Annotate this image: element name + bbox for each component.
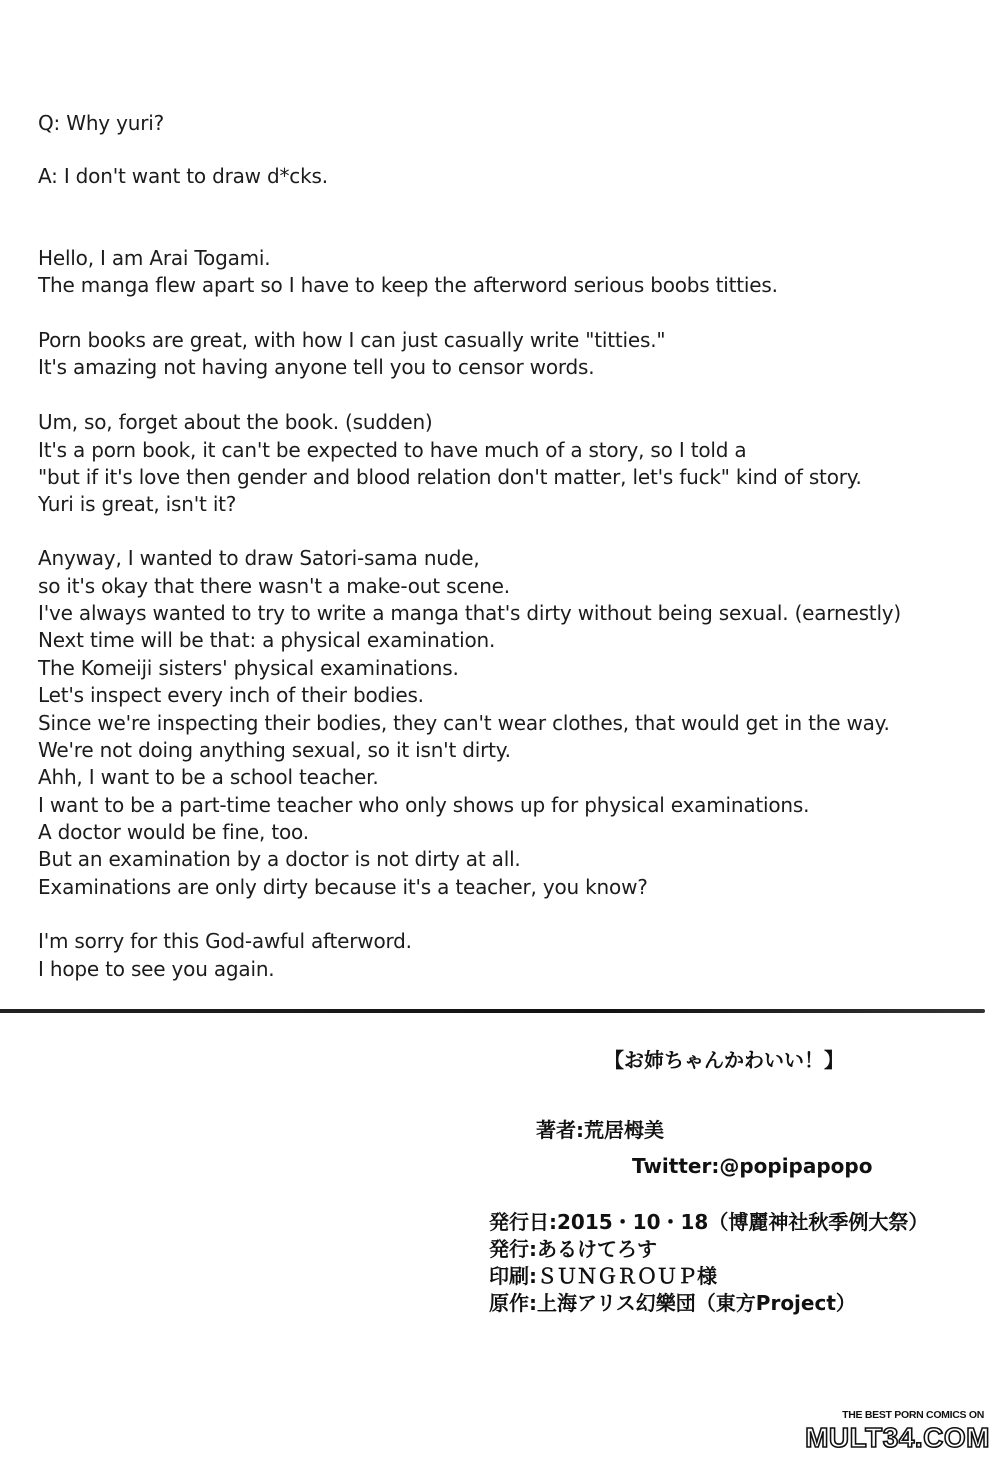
watermark-tagline: THE BEST PORN COMICS ON [842, 1409, 984, 1421]
afterword-line: so it's okay that there wasn't a make-out scene. [38, 574, 510, 598]
colophon-twitter: Twitter:@popipapopo [632, 1154, 873, 1178]
afterword-line: "but if it's love then gender and blood relation don't matter, let's fuck" kind of story. [38, 465, 862, 489]
colophon-publisher: 発行:あるけてろす [489, 1237, 657, 1261]
afterword-line: A doctor would be fine, too. [38, 820, 309, 844]
afterword-line: I hope to see you again. [38, 957, 275, 981]
afterword-line: It's a porn book, it can't be expected to have much of a story, so I told a [38, 438, 747, 462]
colophon-date: 発行日:2015・10・18（博麗神社秋季例大祭） [489, 1210, 929, 1234]
afterword-line: Porn books are great, with how I can just casually write "titties." [38, 328, 666, 352]
afterword-line: I've always wanted to try to write a manga that's dirty without being sexual. (earnestly) [38, 601, 902, 625]
afterword-line: I want to be a part-time teacher who only shows up for physical examinations. [38, 793, 810, 817]
afterword-line: We're not doing anything sexual, so it isn't dirty. [38, 738, 511, 762]
question-text: Q: Why yuri? [38, 111, 164, 135]
watermark-logo: MULT34.COM [805, 1422, 990, 1453]
afterword-line: Ahh, I want to be a school teacher. [38, 765, 379, 789]
afterword-line: I'm sorry for this God-awful afterword. [38, 929, 412, 953]
afterword-line: Let's inspect every inch of their bodies. [38, 683, 424, 707]
afterword-line: But an examination by a doctor is not dirty at all. [38, 847, 521, 871]
colophon-printer: 印刷:ＳＵＮＧＲＯＵＰ様 [489, 1264, 717, 1288]
colophon-title: 【お姉ちゃんかわいい！】 [604, 1048, 844, 1072]
colophon-author: 著者:荒居栂美 [536, 1118, 664, 1142]
afterword-line: Since we're inspecting their bodies, they can't wear clothes, that would get in the way. [38, 711, 890, 735]
afterword-line: Yuri is great, isn't it? [38, 492, 237, 516]
afterword-line: Hello, I am Arai Togami. [38, 246, 271, 270]
afterword-line: Anyway, I wanted to draw Satori-sama nude, [38, 546, 480, 570]
answer-text: A: I don't want to draw d*cks. [38, 164, 328, 188]
afterword-line: Um, so, forget about the book. (sudden) [38, 410, 433, 434]
afterword-line: The manga flew apart so I have to keep the afterword serious boobs titties. [38, 273, 778, 297]
afterword-line: It's amazing not having anyone tell you to censor words. [38, 355, 595, 379]
afterword-line: Examinations are only dirty because it's a teacher, you know? [38, 875, 648, 899]
afterword-line: Next time will be that: a physical examination. [38, 628, 496, 652]
section-divider [0, 1009, 985, 1013]
colophon-original: 原作:上海アリス幻樂団（東方Project） [489, 1291, 856, 1315]
afterword-line: The Komeiji sisters' physical examinations. [38, 656, 459, 680]
